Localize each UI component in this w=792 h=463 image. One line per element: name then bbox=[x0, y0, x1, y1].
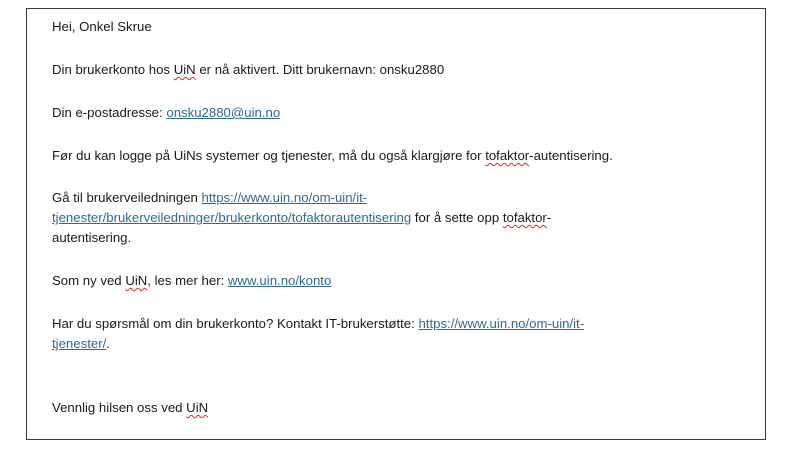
newcomer-org-misspelled: UiN bbox=[125, 273, 148, 288]
guide-line-1 bbox=[52, 188, 367, 208]
guide-middle: for å sette opp bbox=[411, 210, 503, 225]
twofactor-word-misspelled: tofaktor bbox=[485, 148, 530, 163]
twofactor-notice-before: Før du kan logge på UiNs systemer og tjenester, må du også klargjøre for bbox=[52, 148, 486, 163]
org-name-misspelled: UiN bbox=[173, 62, 196, 77]
support-link-part2[interactable]: tjenester/ bbox=[52, 336, 107, 351]
newcomer-middle: , les mer her: bbox=[147, 273, 228, 288]
activation-text bbox=[52, 60, 444, 80]
support-line-1 bbox=[52, 314, 584, 334]
guide-before: Gå til brukerveiledningen bbox=[52, 190, 202, 205]
newcomer-before: Som ny ved bbox=[52, 273, 126, 288]
guide-dash: - bbox=[546, 210, 552, 225]
activation-before: Din brukerkonto hos bbox=[52, 62, 174, 77]
activation-after: er nå aktivert. Ditt brukernavn: onsku2880 bbox=[195, 62, 445, 77]
guide-line-3: autentisering. bbox=[52, 230, 132, 245]
support-line-2 bbox=[52, 334, 110, 354]
support-after: . bbox=[106, 336, 110, 351]
guide-line-2 bbox=[52, 208, 551, 228]
support-link-part1[interactable]: https://www.uin.no/om-uin/it- bbox=[418, 316, 585, 331]
signoff-org-misspelled: UiN bbox=[186, 400, 209, 415]
twofactor-notice-after: -autentisering. bbox=[529, 148, 613, 163]
guide-twofactor-word-misspelled: tofaktor bbox=[502, 210, 547, 225]
email-label: Din e-postadresse: bbox=[52, 105, 167, 120]
twofactor-notice bbox=[52, 146, 613, 166]
guide-url-link-part2[interactable]: tjenester/brukerveiledninger/brukerkonto/tofaktorautentisering bbox=[52, 210, 412, 225]
signoff bbox=[52, 398, 208, 418]
email-address-line bbox=[52, 103, 280, 123]
newcomer-line bbox=[52, 271, 331, 291]
konto-link[interactable]: www.uin.no/konto bbox=[227, 273, 332, 288]
email-address-link[interactable]: onsku2880@uin.no bbox=[166, 105, 281, 120]
greeting: Hei, Onkel Skrue bbox=[52, 19, 152, 34]
signoff-before: Vennlig hilsen oss ved bbox=[52, 400, 187, 415]
support-before: Har du spørsmål om din brukerkonto? Kontakt IT-brukerstøtte: bbox=[52, 316, 419, 331]
guide-url-link-part1[interactable]: https://www.uin.no/om-uin/it- bbox=[201, 190, 368, 205]
